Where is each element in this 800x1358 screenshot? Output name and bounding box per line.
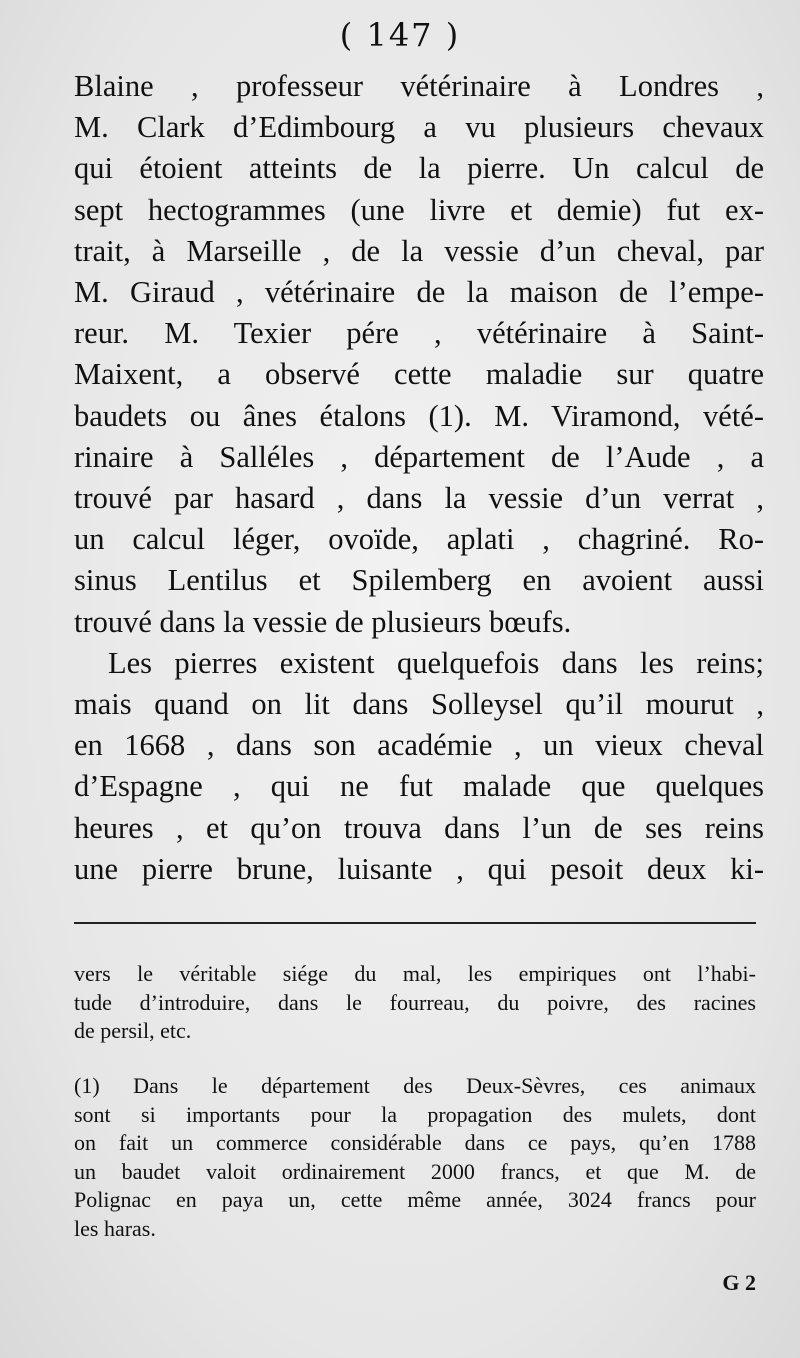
- text-line: mais quand on lit dans Solleysel qu’il mourut ,: [74, 687, 764, 722]
- footnote-line: vers le véritable siége du mal, les empiriques ont l’habi-: [74, 961, 756, 986]
- text-line: rinaire à Salléles , département de l’Aude , a: [74, 439, 764, 474]
- text-line: sinus Lentilus et Spilemberg en avoient aussi: [74, 563, 764, 598]
- text-line: trouvé dans la vessie de plusieurs bœufs.: [74, 604, 572, 639]
- text-line: sept hectogrammes (une livre et demie) fut ex-: [74, 192, 764, 227]
- text-line: un calcul léger, ovoïde, aplati , chagriné. Ro-: [74, 522, 764, 557]
- footnote-line: sont si importants pour la propagation des mulets, dont: [74, 1101, 756, 1127]
- footnote-line: (1) Dans le département des Deux-Sèvres, ces animaux: [74, 1073, 756, 1098]
- text-line: reur. M. Texier pére , vétérinaire à Saint-: [74, 316, 764, 351]
- text-line: trait, à Marseille , de la vessie d’un cheval, par: [74, 233, 764, 268]
- main-text: [74, 66, 764, 890]
- text-line: Maixent, a observé cette maladie sur quatre: [74, 357, 764, 392]
- text-line: qui étoient atteints de la pierre. Un calcul de: [74, 151, 764, 186]
- text-line: en 1668 , dans son académie , un vieux cheval: [74, 728, 764, 763]
- footnote-line: de persil, etc.: [74, 1018, 192, 1043]
- text-line: heures , et qu’on trouva dans l’un de ses reins: [74, 810, 764, 845]
- text-line: M. Giraud , vétérinaire de la maison de l’empe-: [74, 275, 764, 310]
- page-number: ( 147 ): [339, 16, 461, 54]
- text-line: d’Espagne , qui ne fut malade que quelques: [74, 769, 764, 804]
- text-line: Les pierres existent quelquefois dans les reins;: [108, 645, 764, 680]
- footnote-line: un baudet valoit ordinairement 2000 francs, et que M. de: [74, 1158, 756, 1184]
- footnote-line: les haras.: [74, 1215, 156, 1241]
- signature-mark: G 2: [722, 1270, 756, 1295]
- text-line: M. Clark d’Edimbourg a vu plusieurs chevaux: [74, 110, 764, 145]
- footnote-line: on fait un commerce considérable dans ce pays, qu’en 1788: [74, 1130, 756, 1155]
- text-line: baudets ou ânes étalons (1). M. Viramond, vété-: [74, 398, 764, 433]
- footnote-line: Polignac en paya un, cette même année, 3024 francs pour: [74, 1187, 756, 1212]
- footnote-rule: [74, 922, 756, 924]
- footnote-1: [74, 1072, 756, 1243]
- footnote-continued: [74, 960, 756, 1046]
- text-line: Blaine , professeur vétérinaire à Londres ,: [74, 69, 764, 103]
- text-line: trouvé par hasard , dans la vessie d’un verrat ,: [74, 481, 764, 516]
- footnote-line: tude d’introduire, dans le fourreau, du poivre, des racines: [74, 989, 756, 1015]
- text-line: une pierre brune, luisante , qui pesoit deux ki-: [74, 851, 764, 886]
